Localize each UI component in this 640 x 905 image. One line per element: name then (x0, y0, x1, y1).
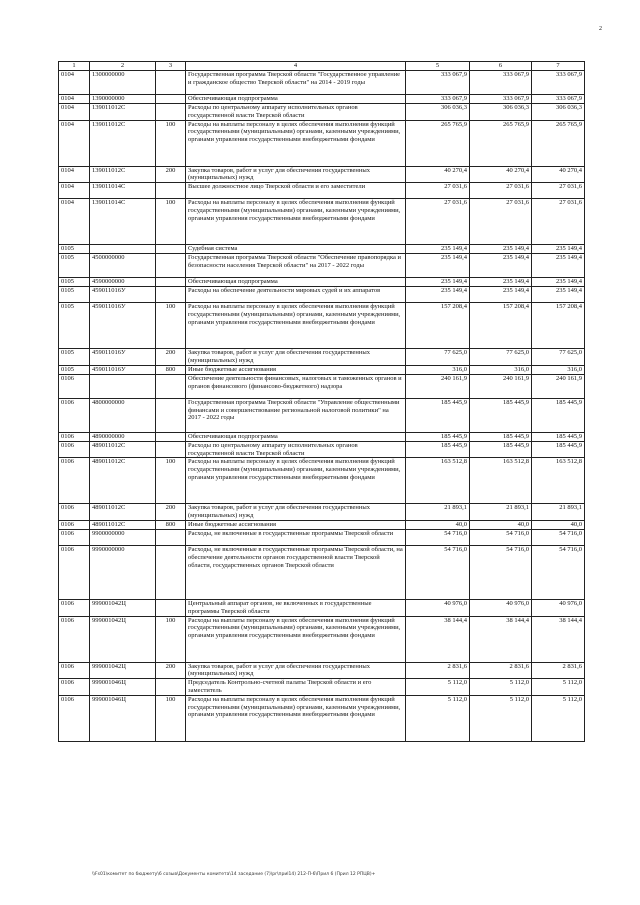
description-cell: Судебная система (186, 245, 406, 254)
target-article-cell: 139011014С (90, 183, 156, 199)
expense-type-cell (156, 679, 186, 696)
description-cell: Расходы на выплаты персоналу в целях обеспечения выполнения функций государственными (муниципальными) органами, казенными учреждениями, органами управления государственными внебюджетными фондами (186, 616, 406, 662)
amount-year2-cell: 333 067,9 (470, 71, 532, 95)
amount-year2-cell: 27 031,6 (470, 199, 532, 245)
section-code-cell: 0106 (59, 398, 90, 432)
amount-year1-cell: 240 161,9 (406, 374, 470, 398)
amount-year1-cell: 40 976,0 (406, 599, 470, 616)
table-row (59, 120, 585, 166)
amount-year3-cell: 240 161,9 (532, 374, 585, 398)
table-row (59, 616, 585, 662)
amount-year1-cell: 235 149,4 (406, 245, 470, 254)
description-cell: Расходы, не включенные в государственные программы Тверской области, на обеспечение деятельности органов государственной власти Тверской области, государственных органов Тверской области (186, 545, 406, 599)
amount-year3-cell: 316,0 (532, 365, 585, 374)
amount-year1-cell: 265 765,9 (406, 120, 470, 166)
table-row (59, 199, 585, 245)
amount-year1-cell: 185 445,9 (406, 398, 470, 432)
amount-year1-cell: 27 031,6 (406, 199, 470, 245)
amount-year1-cell: 316,0 (406, 365, 470, 374)
table-row (59, 520, 585, 529)
expense-type-cell (156, 441, 186, 458)
column-header-5: 5 (406, 62, 470, 71)
expense-type-cell (156, 529, 186, 545)
table-row (59, 374, 585, 398)
section-code-cell: 0106 (59, 616, 90, 662)
amount-year1-cell: 235 149,4 (406, 278, 470, 287)
section-code-cell: 0104 (59, 104, 90, 121)
amount-year1-cell: 235 149,4 (406, 254, 470, 278)
amount-year2-cell: 54 716,0 (470, 529, 532, 545)
amount-year3-cell: 40 270,4 (532, 166, 585, 183)
table-row (59, 662, 585, 679)
amount-year3-cell: 54 716,0 (532, 545, 585, 599)
amount-year1-cell: 157 208,4 (406, 303, 470, 349)
amount-year2-cell: 21 893,1 (470, 504, 532, 521)
expense-type-cell: 100 (156, 616, 186, 662)
expense-type-cell (156, 599, 186, 616)
section-code-cell: 0106 (59, 374, 90, 398)
table-row (59, 278, 585, 287)
expense-type-cell: 100 (156, 458, 186, 504)
target-article-cell: 139011014С (90, 199, 156, 245)
amount-year1-cell: 333 067,9 (406, 71, 470, 95)
amount-year2-cell: 157 208,4 (470, 303, 532, 349)
amount-year1-cell: 5 112,0 (406, 695, 470, 741)
amount-year2-cell: 306 036,3 (470, 104, 532, 121)
section-code-cell: 0104 (59, 183, 90, 199)
amount-year1-cell: 333 067,9 (406, 95, 470, 104)
table-row (59, 695, 585, 741)
target-article-cell: 489011012С (90, 441, 156, 458)
description-cell: Центральный аппарат органов, не включенных в государственные программы Тверской области (186, 599, 406, 616)
section-code-cell: 0106 (59, 458, 90, 504)
description-cell: Расходы на выплаты персоналу в целях обеспечения выполнения функций государственными (муниципальными) органами, казенными учреждениями, органами управления государственными внебюджетными фондами (186, 199, 406, 245)
section-code-cell: 0105 (59, 278, 90, 287)
section-code-cell: 0104 (59, 120, 90, 166)
amount-year3-cell: 235 149,4 (532, 287, 585, 303)
table-row (59, 303, 585, 349)
amount-year2-cell: 235 149,4 (470, 254, 532, 278)
expense-type-cell (156, 95, 186, 104)
description-cell: Иные бюджетные ассигнования (186, 520, 406, 529)
target-article-cell: 9990000000 (90, 545, 156, 599)
amount-year2-cell: 333 067,9 (470, 95, 532, 104)
amount-year1-cell: 54 716,0 (406, 529, 470, 545)
description-cell: Закупка товаров, работ и услуг для обеспечения государственных (муниципальных) нужд (186, 166, 406, 183)
amount-year3-cell: 38 144,4 (532, 616, 585, 662)
column-header-6: 6 (470, 62, 532, 71)
table-row (59, 599, 585, 616)
table-row (59, 441, 585, 458)
amount-year1-cell: 2 831,6 (406, 662, 470, 679)
section-code-cell: 0106 (59, 679, 90, 696)
expense-type-cell (156, 245, 186, 254)
column-header-7: 7 (532, 62, 585, 71)
amount-year3-cell: 333 067,9 (532, 71, 585, 95)
amount-year2-cell: 40 976,0 (470, 599, 532, 616)
amount-year2-cell: 240 161,9 (470, 374, 532, 398)
section-code-cell: 0105 (59, 245, 90, 254)
description-cell: Обеспечивающая подпрограмма (186, 432, 406, 441)
expense-type-cell: 200 (156, 662, 186, 679)
column-header-2: 2 (90, 62, 156, 71)
section-code-cell: 0106 (59, 504, 90, 521)
expense-type-cell (156, 398, 186, 432)
section-code-cell: 0104 (59, 199, 90, 245)
target-article-cell: 4500000000 (90, 254, 156, 278)
expense-type-cell (156, 374, 186, 398)
description-cell: Закупка товаров, работ и услуг для обеспечения государственных (муниципальных) нужд (186, 349, 406, 366)
expense-type-cell: 100 (156, 695, 186, 741)
amount-year3-cell: 77 625,0 (532, 349, 585, 366)
description-cell: Государственная программа Тверской области "Государственное управление и гражданское общество Тверской области" на 2014 - 2019 годы (186, 71, 406, 95)
footer-file-path: \\Fs01\комитет по бюджету\6 созыв\Документы комитета\14 заседание (7)\pr\приl14) 212-П-6\Прил 6 (Прил 12 РПЦВ)+ (92, 872, 376, 877)
amount-year3-cell: 27 031,6 (532, 183, 585, 199)
amount-year2-cell: 316,0 (470, 365, 532, 374)
description-cell: Высшее должностное лицо Тверской области и его заместители (186, 183, 406, 199)
target-article-cell: 999001042Ц (90, 662, 156, 679)
section-code-cell: 0104 (59, 71, 90, 95)
table-body (59, 71, 585, 742)
amount-year2-cell: 163 512,8 (470, 458, 532, 504)
expense-type-cell (156, 254, 186, 278)
amount-year1-cell: 185 445,9 (406, 432, 470, 441)
amount-year2-cell: 2 831,6 (470, 662, 532, 679)
amount-year3-cell: 333 067,9 (532, 95, 585, 104)
amount-year1-cell: 54 716,0 (406, 545, 470, 599)
column-header-1: 1 (59, 62, 90, 71)
description-cell: Расходы по центральному аппарату исполнительных органов государственной власти Тверской области (186, 441, 406, 458)
table-row (59, 458, 585, 504)
table-header-row (59, 62, 585, 71)
description-cell: Расходы на обеспечение деятельности мировых судей и их аппаратов (186, 287, 406, 303)
amount-year1-cell: 77 625,0 (406, 349, 470, 366)
amount-year1-cell: 21 893,1 (406, 504, 470, 521)
description-cell: Обеспечение деятельности финансовых, налоговых и таможенных органов и органов финансового (финансово-бюджетного) надзора (186, 374, 406, 398)
section-code-cell: 0106 (59, 441, 90, 458)
target-article-cell: 1300000000 (90, 71, 156, 95)
description-cell: Расходы на выплаты персоналу в целях обеспечения выполнения функций государственными (муниципальными) органами, казенными учреждениями, органами управления государственными внебюджетными фондами (186, 120, 406, 166)
amount-year3-cell: 5 112,0 (532, 679, 585, 696)
table-row (59, 432, 585, 441)
section-code-cell: 0106 (59, 662, 90, 679)
description-cell: Председатель Контрольно-счетной палаты Тверской области и его заместитель (186, 679, 406, 696)
section-code-cell: 0105 (59, 365, 90, 374)
amount-year1-cell: 163 512,8 (406, 458, 470, 504)
target-article-cell: 459011016У (90, 303, 156, 349)
description-cell: Закупка товаров, работ и услуг для обеспечения государственных (муниципальных) нужд (186, 662, 406, 679)
target-article-cell: 489011012С (90, 504, 156, 521)
target-article-cell: 459011016У (90, 287, 156, 303)
expense-type-cell (156, 432, 186, 441)
budget-table (58, 61, 585, 742)
table-row (59, 504, 585, 521)
amount-year3-cell: 5 112,0 (532, 695, 585, 741)
target-article-cell: 999001046Ц (90, 695, 156, 741)
table-row (59, 245, 585, 254)
section-code-cell: 0106 (59, 695, 90, 741)
amount-year3-cell: 265 765,9 (532, 120, 585, 166)
table-row (59, 71, 585, 95)
expense-type-cell (156, 183, 186, 199)
target-article-cell: 4800000000 (90, 398, 156, 432)
section-code-cell: 0105 (59, 254, 90, 278)
table-row (59, 166, 585, 183)
amount-year3-cell: 185 445,9 (532, 432, 585, 441)
section-code-cell: 0105 (59, 303, 90, 349)
amount-year2-cell: 27 031,6 (470, 183, 532, 199)
amount-year2-cell: 54 716,0 (470, 545, 532, 599)
amount-year2-cell: 77 625,0 (470, 349, 532, 366)
section-code-cell: 0104 (59, 166, 90, 183)
table-row (59, 365, 585, 374)
target-article-cell: 489011012С (90, 458, 156, 504)
description-cell: Государственная программа Тверской области "Обеспечение правопорядка и безопасности населения Тверской области" на 2017 - 2022 годы (186, 254, 406, 278)
table-row (59, 183, 585, 199)
table-row (59, 95, 585, 104)
amount-year1-cell: 40,0 (406, 520, 470, 529)
section-code-cell: 0106 (59, 599, 90, 616)
description-cell: Расходы, не включенные в государственные программы Тверской области (186, 529, 406, 545)
expense-type-cell: 200 (156, 349, 186, 366)
section-code-cell: 0106 (59, 432, 90, 441)
amount-year1-cell: 235 149,4 (406, 287, 470, 303)
amount-year1-cell: 27 031,6 (406, 183, 470, 199)
target-article-cell: 999001042Ц (90, 616, 156, 662)
target-article-cell: 999001042Ц (90, 599, 156, 616)
target-article-cell: 139011012С (90, 166, 156, 183)
amount-year3-cell: 235 149,4 (532, 278, 585, 287)
section-code-cell: 0105 (59, 287, 90, 303)
amount-year3-cell: 2 831,6 (532, 662, 585, 679)
amount-year1-cell: 38 144,4 (406, 616, 470, 662)
section-code-cell: 0106 (59, 529, 90, 545)
amount-year3-cell: 21 893,1 (532, 504, 585, 521)
description-cell: Расходы по центральному аппарату исполнительных органов государственной власти Тверской области (186, 104, 406, 121)
amount-year3-cell: 163 512,8 (532, 458, 585, 504)
target-article-cell (90, 374, 156, 398)
table-row (59, 349, 585, 366)
amount-year3-cell: 235 149,4 (532, 245, 585, 254)
table-row (59, 529, 585, 545)
table-row (59, 254, 585, 278)
table-row (59, 679, 585, 696)
expense-type-cell: 200 (156, 166, 186, 183)
expense-type-cell (156, 545, 186, 599)
section-code-cell: 0105 (59, 349, 90, 366)
expense-type-cell (156, 287, 186, 303)
column-header-3: 3 (156, 62, 186, 71)
description-cell: Иные бюджетные ассигнования (186, 365, 406, 374)
expense-type-cell: 100 (156, 120, 186, 166)
target-article-cell: 4890000000 (90, 432, 156, 441)
section-code-cell: 0106 (59, 545, 90, 599)
target-article-cell: 9900000000 (90, 529, 156, 545)
amount-year1-cell: 306 036,3 (406, 104, 470, 121)
description-cell: Расходы на выплаты персоналу в целях обеспечения выполнения функций государственными (муниципальными) органами, казенными учреждениями, органами управления государственными внебюджетными фондами (186, 458, 406, 504)
target-article-cell: 489011012С (90, 520, 156, 529)
table-row (59, 287, 585, 303)
expense-type-cell (156, 71, 186, 95)
amount-year3-cell: 306 036,3 (532, 104, 585, 121)
amount-year2-cell: 235 149,4 (470, 245, 532, 254)
description-cell: Расходы на выплаты персоналу в целях обеспечения выполнения функций государственными (муниципальными) органами, казенными учреждениями, органами управления государственными внебюджетными фондами (186, 303, 406, 349)
amount-year3-cell: 235 149,4 (532, 254, 585, 278)
amount-year3-cell: 40 976,0 (532, 599, 585, 616)
amount-year1-cell: 40 270,4 (406, 166, 470, 183)
description-cell: Закупка товаров, работ и услуг для обеспечения государственных (муниципальных) нужд (186, 504, 406, 521)
table-row (59, 398, 585, 432)
table-row (59, 545, 585, 599)
page-number: 2 (599, 26, 602, 32)
amount-year2-cell: 38 144,4 (470, 616, 532, 662)
amount-year2-cell: 235 149,4 (470, 278, 532, 287)
section-code-cell: 0104 (59, 95, 90, 104)
description-cell: Государственная программа Тверской области "Управление общественными финансами и совершенствование региональной налоговой политики" на 2017 - 2022 годы (186, 398, 406, 432)
column-header-4: 4 (186, 62, 406, 71)
expense-type-cell: 800 (156, 365, 186, 374)
amount-year3-cell: 157 208,4 (532, 303, 585, 349)
target-article-cell: 139011012С (90, 104, 156, 121)
section-code-cell: 0106 (59, 520, 90, 529)
expense-type-cell: 100 (156, 199, 186, 245)
amount-year2-cell: 265 765,9 (470, 120, 532, 166)
expense-type-cell (156, 278, 186, 287)
description-cell: Обеспечивающая подпрограмма (186, 278, 406, 287)
amount-year2-cell: 185 445,9 (470, 398, 532, 432)
amount-year3-cell: 185 445,9 (532, 398, 585, 432)
target-article-cell (90, 245, 156, 254)
expense-type-cell: 100 (156, 303, 186, 349)
description-cell: Расходы на выплаты персоналу в целях обеспечения выполнения функций государственными (муниципальными) органами, казенными учреждениями, органами управления государственными внебюджетными фондами (186, 695, 406, 741)
amount-year1-cell: 185 445,9 (406, 441, 470, 458)
target-article-cell: 999001046Ц (90, 679, 156, 696)
expense-type-cell: 200 (156, 504, 186, 521)
target-article-cell: 1390000000 (90, 95, 156, 104)
amount-year2-cell: 185 445,9 (470, 441, 532, 458)
target-article-cell: 459011016У (90, 365, 156, 374)
amount-year2-cell: 40,0 (470, 520, 532, 529)
amount-year1-cell: 5 112,0 (406, 679, 470, 696)
amount-year3-cell: 27 031,6 (532, 199, 585, 245)
table-row (59, 104, 585, 121)
amount-year3-cell: 54 716,0 (532, 529, 585, 545)
target-article-cell: 139011012С (90, 120, 156, 166)
expense-type-cell (156, 104, 186, 121)
amount-year2-cell: 185 445,9 (470, 432, 532, 441)
expense-type-cell: 800 (156, 520, 186, 529)
amount-year2-cell: 5 112,0 (470, 679, 532, 696)
amount-year3-cell: 185 445,9 (532, 441, 585, 458)
target-article-cell: 459011016У (90, 349, 156, 366)
target-article-cell: 4590000000 (90, 278, 156, 287)
amount-year2-cell: 5 112,0 (470, 695, 532, 741)
amount-year2-cell: 235 149,4 (470, 287, 532, 303)
description-cell: Обеспечивающая подпрограмма (186, 95, 406, 104)
amount-year3-cell: 40,0 (532, 520, 585, 529)
amount-year2-cell: 40 270,4 (470, 166, 532, 183)
